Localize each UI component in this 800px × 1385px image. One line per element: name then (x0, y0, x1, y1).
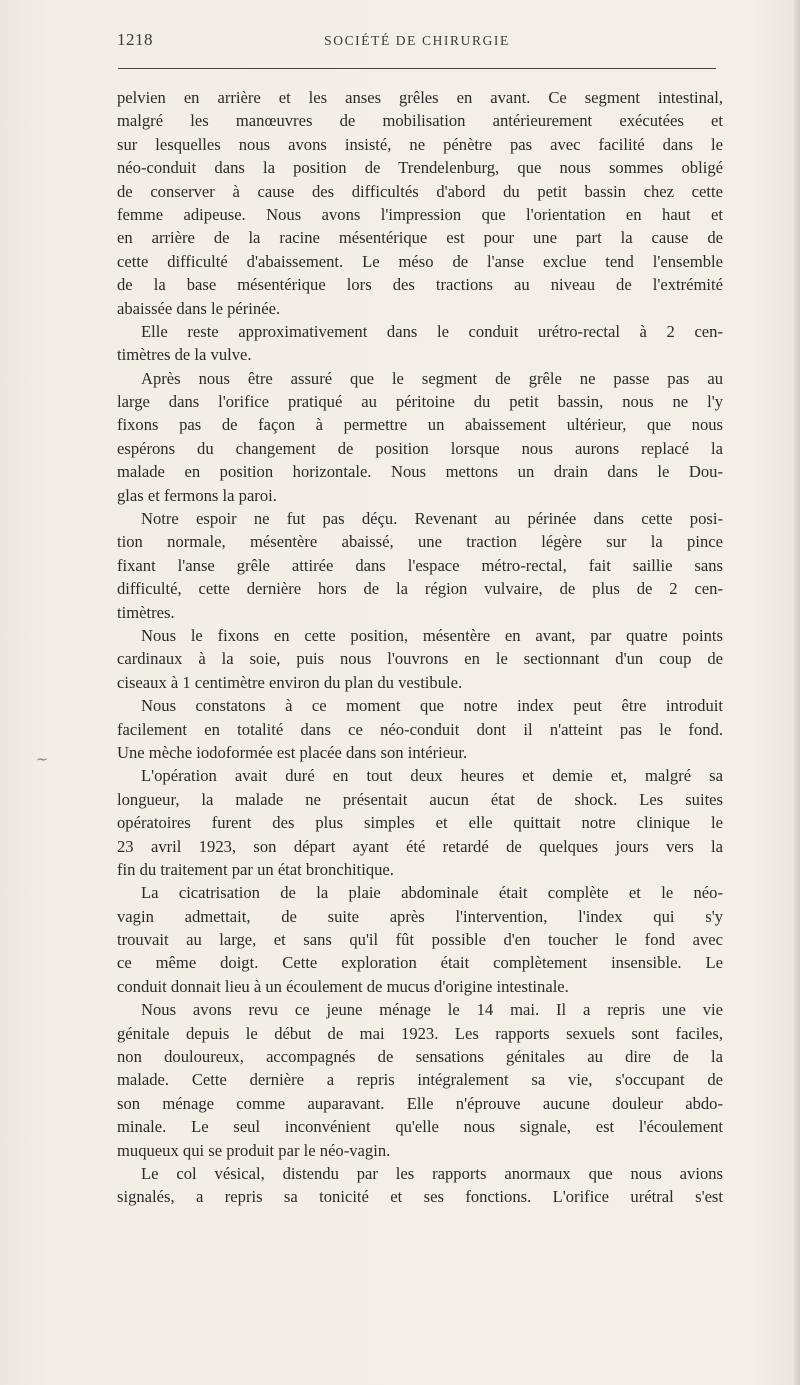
text-line: fixons pas de façon à permettre un abaissement ultérieur, que nous (117, 415, 723, 435)
text-line: cardinaux à la soie, puis nous l'ouvrons en le sectionnant d'un coup de (117, 649, 723, 669)
text-line: longueur, la malade ne présentait aucun état de shock. Les suites (117, 789, 723, 809)
text-line: Une mèche iodoformée est placée dans son intérieur. (117, 742, 468, 762)
paragraph (117, 764, 723, 881)
text-line: glas et fermons la paroi. (117, 485, 277, 505)
paragraph (117, 86, 723, 320)
text-line: 23 avril 1923, son départ ayant été retardé de quelques jours vers la (117, 836, 723, 856)
text-line: espérons du changement de position lorsque nous aurons replacé la (117, 438, 723, 458)
text-line: Elle reste approximativement dans le conduit urétro-rectal à 2 cen- (141, 321, 723, 341)
text-line: Notre espoir ne fut pas déçu. Revenant au périnée dans cette posi- (141, 509, 723, 529)
text-line: signalés, a repris sa tonicité et ses fonctions. L'orifice urétral s'est (117, 1187, 723, 1207)
text-line: génitale depuis le début de mai 1923. Les rapports sexuels sont faciles, (117, 1023, 723, 1043)
header-rule (118, 68, 716, 69)
paragraph (117, 694, 723, 764)
text-line: timètres. (117, 602, 175, 622)
text-line: facilement en totalité dans ce néo-conduit dont il n'atteint pas le fond. (117, 719, 723, 739)
text-line: malade. Cette dernière a repris intégralement sa vie, s'occupant de (117, 1070, 723, 1090)
text-line: muqueux qui se produit par le néo-vagin. (117, 1140, 391, 1160)
text-line: cette difficulté d'abaissement. Le méso de l'anse exclue tend l'ensemble (117, 251, 723, 271)
text-line: Nous avons revu ce jeune ménage le 14 mai. Il a repris une vie (141, 1000, 723, 1020)
text-line: malgré les manœuvres de mobilisation antérieurement exécutées et (117, 111, 723, 131)
body-text (117, 86, 723, 1209)
text-line: trouvait au large, et sans qu'il fût possible d'en toucher le fond avec (117, 930, 723, 950)
paragraph (117, 998, 723, 1162)
text-line: abaissée dans le périnée. (117, 298, 281, 318)
text-line: fixant l'anse grêle attirée dans l'espace métro-rectal, fait saillie sans (117, 555, 723, 575)
text-line: sur lesquelles nous avons insisté, ne pénètre pas avec facilité dans le (117, 134, 723, 154)
text-line: timètres de la vulve. (117, 345, 252, 365)
text-line: ce même doigt. Cette exploration était complètement insensible. Le (117, 953, 723, 973)
text-line: vagin admettait, de suite après l'intervention, l'index qui s'y (117, 906, 723, 926)
paragraph (117, 881, 723, 998)
text-line: Après nous être assuré que le segment de grêle ne passe pas au (141, 368, 723, 388)
text-line: Nous le fixons en cette position, mésentère en avant, par quatre points (141, 625, 723, 645)
text-line: opératoires furent des plus simples et elle quittait notre clinique le (117, 813, 723, 833)
paragraph (117, 320, 723, 367)
paragraph (117, 624, 723, 694)
text-line: malade en position horizontale. Nous mettons un drain dans le Dou- (117, 462, 723, 482)
text-line: difficulté, cette dernière hors de la région vulvaire, de plus de 2 cen- (117, 579, 723, 599)
text-line: minale. Le seul inconvénient qu'elle nous signale, est l'écoulement (117, 1117, 723, 1137)
margin-mark: ~ (36, 752, 48, 768)
text-line: Le col vésical, distendu par les rapports anormaux que nous avions (141, 1163, 723, 1183)
text-line: Nous constatons à ce moment que notre index peut être introduit (141, 696, 723, 716)
text-line: La cicatrisation de la plaie abdominale était complète et le néo- (141, 883, 723, 903)
page-header (117, 30, 717, 56)
page-edge (794, 0, 800, 1385)
text-line: non douloureux, accompagnés de sensations génitales au dire de la (117, 1047, 723, 1067)
running-title: SOCIÉTÉ DE CHIRURGIE (324, 33, 510, 48)
text-line: large dans l'orifice pratiqué au péritoine du petit bassin, nous ne l'y (117, 392, 723, 412)
text-line: de conserver à cause des difficultés d'abord du petit bassin chez cette (117, 181, 723, 201)
text-line: de la base mésentérique lors des tractions au niveau de l'extrémité (117, 275, 723, 295)
text-line: ciseaux à 1 centimètre environ du plan du vestibule. (117, 672, 463, 692)
text-line: conduit donnait lieu à un écoulement de mucus d'origine intestinale. (117, 976, 569, 996)
text-line: en arrière de la racine mésentérique est pour une part la cause de (117, 228, 723, 248)
text-line: pelvien en arrière et les anses grêles en avant. Ce segment intestinal, (117, 88, 723, 107)
page-number: 1218 (117, 30, 153, 49)
text-line: femme adipeuse. Nous avons l'impression que l'orientation en haut et (117, 204, 723, 224)
text-line: L'opération avait duré en tout deux heures et demie et, malgré sa (141, 766, 723, 786)
text-line: fin du traitement par un état bronchitique. (117, 859, 394, 879)
text-line: néo-conduit dans la position de Trendelenburg, que nous sommes obligé (117, 158, 723, 178)
text-line: tion normale, mésentère abaissé, une traction légère sur la pince (117, 532, 723, 552)
paragraph (117, 507, 723, 624)
text-line: son ménage comme auparavant. Elle n'éprouve aucune douleur abdo- (117, 1093, 723, 1113)
paragraph (117, 367, 723, 507)
paragraph (117, 1162, 723, 1209)
